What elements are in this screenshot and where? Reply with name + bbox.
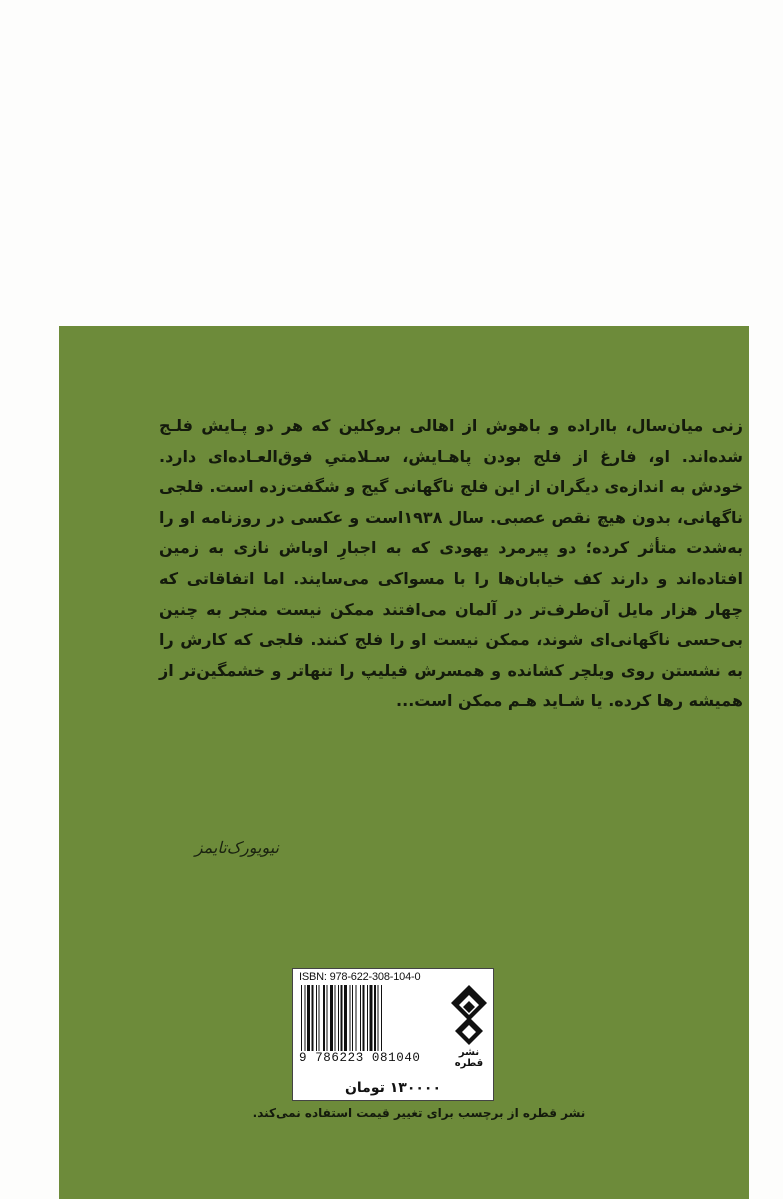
isbn-text: ISBN: 978-622-308-104-0	[299, 971, 421, 983]
price-label: ۱۳۰۰۰۰ تومان	[292, 1076, 494, 1101]
blurb-paragraph: زنی میان‌سال، بااراده و باهوش از اهالی بروکلین که هر دو پـایش فلـج شده‌اند. او، فارغ از فلج بودن پاهـایش، سـلامتیِ فوق‌العـاده‌ای دارد. خودش به اندازه‌ی دیگران از این فلج ناگهانی گیج و شگفت‌زده است. فلجی ناگهانی، بدون هیچ نقص عصبی. سال ۱۹۳۸است و عکسی در روزنامه او را به‌شدت متأثر کرده؛ دو پیرمرد یهودی که به اجبارِ اوباش نازی به زمین افتاده‌اند و دارند کف خیابان‌ها را با مسواکی می‌سایند. اما اتفاقاتی که چهار هزار مایل آن‌طرف‌تر در آلمان می‌افتند ممکن نیست منجر به چنین بی‌حسی ناگهانی‌ای شوند، ممکن نیست او را فلج کنند. فلجی که کارش را به نشستن روی ویلچر کشانده و همسرش فیلیپ را تنهاتر و خشمگین‌تر از همیشه رها کرده. یا شـاید هـم ممکن است...	[159, 416, 744, 711]
barcode-label	[292, 968, 494, 1078]
barcode-icon	[301, 985, 445, 1051]
back-cover	[59, 326, 749, 1199]
price-notice: نشر قطره از برچسب برای تغییر قیمت استفاده نمی‌کند.	[252, 1106, 586, 1120]
publisher-name: نشر قطره	[454, 1047, 484, 1069]
barcode-digits: 9 786223 081040	[299, 1051, 421, 1065]
publisher-logo-icon	[449, 983, 489, 1047]
source-attribution: نیویورک‌تایمز	[194, 838, 279, 857]
